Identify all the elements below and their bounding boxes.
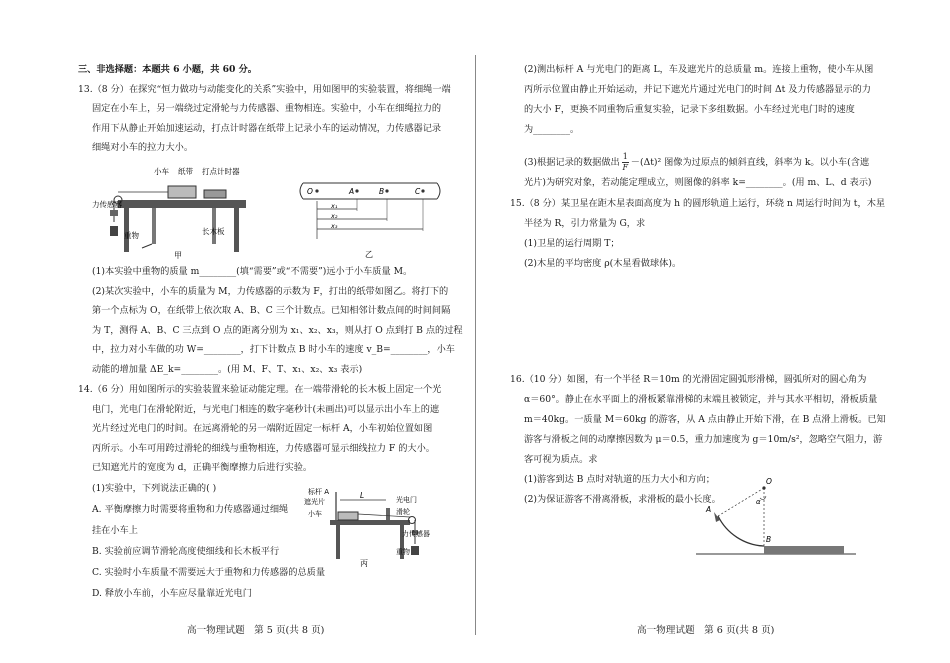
label-shutter: 遮光片 bbox=[304, 498, 325, 506]
q14-options bbox=[92, 478, 325, 604]
q14-continued bbox=[524, 60, 873, 140]
q14-cont-line: 丙所示位置由静止开始运动，并记下遮光片通过光电门的时间 Δt 及力传感器显示的力 bbox=[524, 84, 871, 95]
left-footer: 高一物理试题 第 5 页(共 8 页) bbox=[187, 625, 325, 636]
q13-line: 细绳对小车的拉力大小。 bbox=[92, 142, 194, 154]
q14-part3 bbox=[524, 152, 871, 193]
q14-stem bbox=[78, 380, 441, 478]
label-o: O bbox=[307, 187, 313, 196]
q15 bbox=[510, 194, 885, 274]
q16-line: 客可视为质点。求 bbox=[524, 454, 598, 465]
label-a-q16: A bbox=[706, 505, 712, 514]
fraction-denominator: F bbox=[622, 163, 629, 172]
q13-line: 13.（8 分）在探究“恒力做功与动能变化的关系”实验中，用如图甲的实验装置，将细绳一端 bbox=[78, 83, 451, 95]
figure-yi bbox=[295, 175, 443, 261]
q13-parts bbox=[92, 262, 463, 380]
label-gate: 光电门 bbox=[396, 496, 417, 504]
q14-cont-line: 为________。 bbox=[524, 124, 580, 135]
caption-jia: 甲 bbox=[174, 251, 182, 260]
figure-bing bbox=[300, 484, 440, 568]
q15-line: 半径为 R，引力常量为 G，求 bbox=[524, 218, 646, 229]
label-x1: x₁ bbox=[331, 202, 338, 210]
q13-part: 第一个点标为 O，在纸带上依次取 A、B、C 三个计数点。已知相邻计数点间的时间间隔 bbox=[92, 305, 451, 317]
q14-cont-line: 的大小 F，更换不同重物后重复实验，记录下多组数据。小车经过光电门时的速度 bbox=[524, 104, 855, 115]
label-x2: x₂ bbox=[331, 212, 338, 220]
figure-jia bbox=[92, 162, 262, 260]
q14-part3-rest: －(Δt)² 图像为过原点的倾斜直线，斜率为 k。以小车(含遮 bbox=[630, 156, 870, 168]
q14-line: 光片经过光电门的时间。在远离滑轮的另一端附近固定一标杆 A，小车初始位置如图 bbox=[92, 423, 433, 435]
q14-option: 挂在小车上 bbox=[92, 525, 138, 536]
q13-part: 中，拉力对小车做的功 W=________，打下计数点 B 时小车的速度 v_B=________，小车 bbox=[92, 344, 455, 356]
q14-line: 已知遮光片的宽度为 d，正确平衡摩擦力后进行实验。 bbox=[92, 462, 313, 474]
label-force-sensor: 力传感器 bbox=[402, 530, 430, 538]
figure-q16 bbox=[696, 472, 856, 562]
label-o-q16: O bbox=[766, 477, 772, 486]
label-a: A bbox=[349, 187, 355, 196]
q14-line: 丙所示。小车可用跨过滑轮的细线与重物相连，力传感器可显示细线拉力 F 的大小。 bbox=[92, 442, 435, 454]
caption-bing: 丙 bbox=[360, 559, 368, 568]
q14-option: D. 释放小车前，小车应尽量靠近光电门 bbox=[92, 588, 252, 599]
q16-line: 16.（10 分）如图，有一个半径 R＝10m 的光滑固定圆弧形滑梯，圆弧所对的圆心角为 bbox=[510, 374, 867, 385]
label-b: B bbox=[379, 187, 385, 196]
q15-line: 15.（8 分）某卫星在距木星表面高度为 h 的圆形轨道上运行，环绕 n 周运行时间为 t，木星 bbox=[510, 198, 886, 209]
q16-line: (1)游客到达 B 点时对轨道的压力大小和方向； bbox=[524, 474, 715, 485]
label-l: L bbox=[360, 491, 365, 500]
label-car: 小车 bbox=[154, 167, 169, 176]
q13-part: (2)某次实验中，小车的质量为 M，力传感器的示数为 F，打出的纸带如图乙。将打下的 bbox=[92, 285, 449, 297]
q14-option: C. 实验时小车质量不需要远大于重物和力传感器的总质量 bbox=[92, 567, 326, 578]
caption-yi: 乙 bbox=[365, 250, 373, 259]
q14-line: 电门，光电门在滑轮附近，与光电门相连的数字毫秒计(未画出)可以显示出小车上的遮 bbox=[92, 403, 440, 415]
q14-part3-line2: 光片)为研究对象，若动能定理成立，则图像的斜率 k=________。(用 m、L、d 表示) bbox=[524, 177, 872, 188]
right-footer: 高一物理试题 第 6 页(共 8 页) bbox=[637, 625, 775, 636]
q14-option: B. 实验前应调节滑轮高度使细线和长木板平行 bbox=[92, 546, 280, 557]
label-marker: 标杆 A bbox=[308, 488, 330, 496]
q14-cont-line: (2)测出标杆 A 与光电门的距离 L，车及遮光片的总质量 m。连接上重物，使小车从图 bbox=[524, 64, 874, 75]
q14-option: A. 平衡摩擦力时需要将重物和力传感器通过细绳 bbox=[92, 504, 289, 515]
label-sensor: 力传感器 bbox=[92, 200, 122, 209]
q13-part: 动能的增加量 ΔE_k=________。(用 M、F、T、x₁、x₂、x₃ 表示) bbox=[92, 363, 363, 375]
label-b-q16: B bbox=[766, 535, 772, 544]
left-column bbox=[78, 60, 451, 158]
q14-line: 14.（6 分）用如图所示的实验装置来验证动能定理。在一端带滑轮的长木板上固定一个光 bbox=[78, 384, 442, 395]
q13-line: 作用下从静止开始加速运动，打点计时器在纸带上记录小车的运动情况，力传感器记录 bbox=[92, 122, 442, 134]
label-alpha: α bbox=[756, 498, 761, 506]
q13-line: 固定在小车上，另一端绕过定滑轮与力传感器、重物相连。实验中，小车在细绳拉力的 bbox=[92, 103, 442, 115]
q15-line: (2)木星的平均密度 ρ(木星看做球体)。 bbox=[524, 258, 682, 269]
label-weight-bing: 重物 bbox=[396, 548, 410, 556]
q16-line: 游客与滑板之间的动摩擦因数为 μ＝0.5，重力加速度为 g＝10m/s²，忽略空气阻力，游 bbox=[524, 434, 883, 445]
label-cart: 小车 bbox=[308, 510, 322, 518]
q15-line: (1)卫星的运行周期 T； bbox=[524, 238, 620, 249]
label-tape: 纸带 bbox=[178, 167, 193, 176]
q14-part3-lead: (3)根据记录的数据做出 bbox=[524, 156, 620, 168]
label-weight: 重物 bbox=[124, 231, 139, 240]
q13-part: (1)本实验中重物的质量 m________(填“需要”或“不需要”)远小于小车质量 M。 bbox=[92, 266, 413, 277]
q13-part: 为 T，测得 A、B、C 三点到 O 点的距离分别为 x₁、x₂、x₃，则从打 O 点到打 B 点的过程 bbox=[92, 324, 463, 336]
fraction bbox=[622, 152, 629, 173]
right-page bbox=[476, 0, 950, 663]
label-x3: x₃ bbox=[331, 222, 338, 230]
q16-line: m＝40kg。一质量 M＝60kg 的游客，从 A 点由静止开始下滑，在 B 点滑上滑板。已知 bbox=[524, 414, 886, 425]
section-heading: 三、非选择题：本题共 6 小题，共 60 分。 bbox=[78, 64, 257, 75]
label-c: C bbox=[415, 187, 421, 196]
q14-option: (1)实验中，下列说法正确的( ) bbox=[92, 483, 217, 494]
fraction-numerator: 1 bbox=[622, 152, 628, 161]
label-pulley: 滑轮 bbox=[396, 508, 410, 516]
q16-line: (2)为保证游客不滑离滑板，求滑板的最小长度。 bbox=[524, 494, 721, 505]
label-timer: 打点计时器 bbox=[202, 167, 240, 176]
q16-line: α＝60°。静止在水平面上的滑板紧靠滑梯的末端且被锁定，并与其水平相切，滑板质量 bbox=[524, 394, 878, 405]
label-board: 长木板 bbox=[202, 227, 225, 236]
